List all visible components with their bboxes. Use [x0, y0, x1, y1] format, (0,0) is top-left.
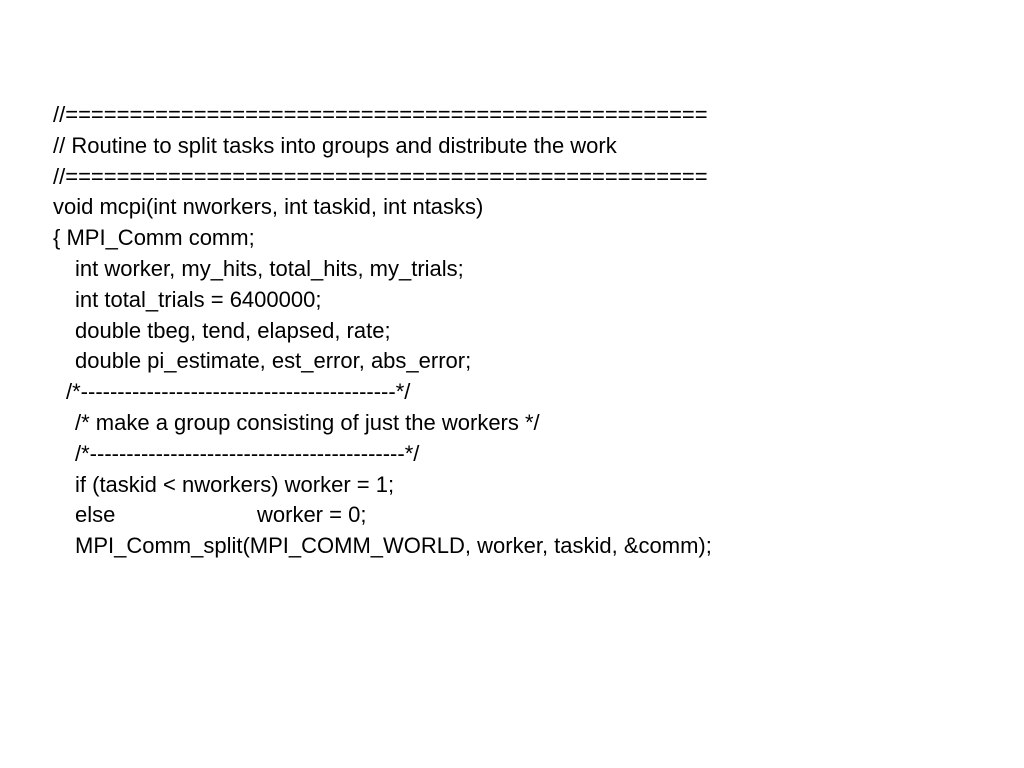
dash-comment-bottom: /*-------------------------------------------*/	[75, 440, 420, 466]
estimate-declarations: double pi_estimate, est_error, abs_error;	[75, 348, 472, 374]
else-assignment: worker = 0;	[257, 502, 367, 528]
code-listing	[53, 100, 1003, 562]
else-keyword: else	[75, 502, 116, 528]
dash-comment-top: /*-------------------------------------------*/	[66, 379, 411, 405]
separator-comment-top: //==================================================	[53, 102, 708, 127]
function-signature: void mcpi(int nworkers, int taskid, int ntasks)	[53, 194, 484, 220]
comm-split-call: MPI_Comm_split(MPI_COMM_WORLD, worker, taskid, &comm);	[75, 533, 712, 559]
else-worker-statement	[53, 500, 1003, 531]
if-worker-statement: if (taskid < nworkers) worker = 1;	[75, 471, 395, 497]
group-comment: /* make a group consisting of just the workers */	[75, 409, 540, 435]
total-trials-declaration: int total_trials = 6400000;	[75, 286, 322, 312]
function-open-declaration: { MPI_Comm comm;	[53, 225, 255, 251]
separator-comment-bottom: //==================================================	[53, 163, 708, 189]
routine-description-comment: // Routine to split tasks into groups and distribute the work	[53, 132, 617, 158]
int-declarations: int worker, my_hits, total_hits, my_trials;	[75, 255, 464, 281]
timing-declarations: double tbeg, tend, elapsed, rate;	[75, 317, 391, 343]
